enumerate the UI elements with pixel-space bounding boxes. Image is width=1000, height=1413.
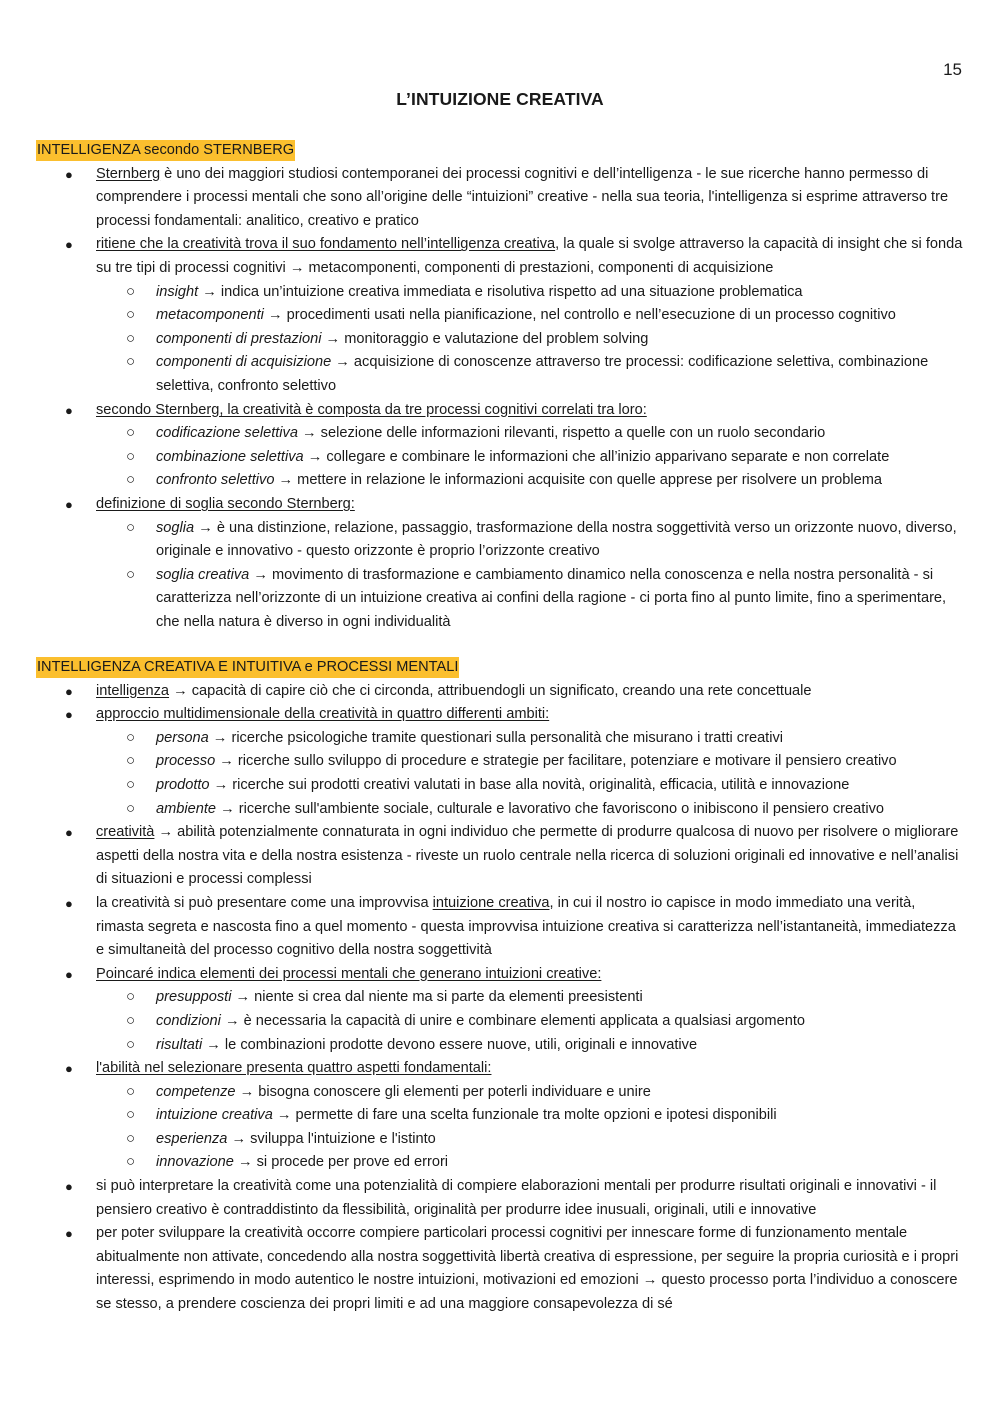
sub-item <box>36 750 966 774</box>
item-text: → abilità potenzialmente connaturata in ogni individuo che permette di produrre qualcosa di nuovo per risolvere o migliorare aspetti della nostra vita e della nostra esistenza - riveste un ruolo centrale nella ricerca di soluzioni originali ed innovative e nell’analisi di situazioni e processi complessi <box>96 824 959 888</box>
term: esperienza <box>156 1130 228 1147</box>
circle-bullet-icon: ○ <box>126 471 136 489</box>
definition: → movimento di trasformazione e cambiamento dinamico nella conoscenza e nella nostra personalità - si caratterizza nell’orizzonte di un intuizione creativa ai confini della ragione - ci porta fino al punto limite, fino a sperimentare, che nella natura è diverso in ogni individualità <box>156 566 947 630</box>
term: presupposti <box>156 989 232 1006</box>
sub-item <box>36 1104 966 1128</box>
definition: → permette di fare una scelta funzionale tra molte opzioni e ipotesi disponibili <box>272 1107 777 1124</box>
term: competenze <box>156 1083 236 1100</box>
item-text: è uno dei maggiori studiosi contemporanei dei processi cognitivi e dell’intelligenza - le sue ricerche hanno permesso di comprendere i processi mentali che sono all’origine delle “intuizioni” creative - nella sua teoria, l'intelligenza si esprime attraverso tre processi fondamentali: analitico, creativo e pratico <box>96 165 949 229</box>
circle-bullet-icon: ○ <box>126 775 136 793</box>
list-item <box>36 680 966 704</box>
list-item <box>36 399 966 423</box>
circle-bullet-icon: ○ <box>126 447 136 465</box>
underlined-text: creatività <box>96 824 155 841</box>
sub-item <box>36 1128 966 1152</box>
definition: → monitoraggio e valutazione del problem solving <box>321 330 649 347</box>
definition: → indica un’intuizione creativa immediata e risolutiva rispetto ad una situazione problematica <box>198 283 803 300</box>
section-sternberg <box>36 139 966 634</box>
list-item <box>36 163 966 234</box>
term: componenti di acquisizione <box>156 354 332 371</box>
sub-item <box>36 1081 966 1105</box>
bullet-icon: ● <box>65 895 73 911</box>
definition: → bisogna conoscere gli elementi per poterli individuare e unire <box>235 1083 651 1100</box>
circle-bullet-icon: ○ <box>126 752 136 770</box>
item-text: , la quale si svolge attraverso la capacità di insight che si fonda su tre tipi di processi cognitivi → metacomponenti, componenti di prestazioni, componenti di acquisizione <box>96 236 963 276</box>
bullet-icon: ● <box>65 166 73 182</box>
circle-bullet-icon: ○ <box>126 1106 136 1124</box>
underlined-text: intuizione creativa <box>432 894 550 911</box>
bullet-icon: ● <box>65 825 73 841</box>
underlined-text: Sternberg <box>96 165 161 182</box>
circle-bullet-icon: ○ <box>126 424 136 442</box>
bullet-icon: ● <box>65 1061 73 1077</box>
definition: → collegare e combinare le informazioni che all’inizio apparivano separate e non correlate <box>303 448 890 465</box>
sub-item <box>36 351 966 398</box>
bullet-icon: ● <box>65 966 73 982</box>
list-item <box>36 703 966 727</box>
item-text: , in cui il nostro io capisce in modo immediato una verità, rimasta segreta e nascosta fino a quel momento - questa improvvisa intuizione creativa si caratterizza nell’istantaneità, immediatezza e simultaneità del processo cognitivo della nostra soggettività <box>96 894 956 959</box>
sub-item <box>36 1010 966 1034</box>
circle-bullet-icon: ○ <box>126 1035 136 1053</box>
section-intelligenza-creativa <box>36 656 966 1317</box>
definition: → ricerche sullo sviluppo di procedure e strategie per facilitare, potenziare e motivare il pensiero creativo <box>215 753 897 770</box>
term: codificazione selettiva <box>156 425 298 442</box>
term: soglia creativa <box>156 566 250 583</box>
sub-item <box>36 422 966 446</box>
item-text: si può interpretare la creatività come una potenzialità di compiere elaborazioni mentali per produrre risultati originali e innovativi - il pensiero creativo è contraddistinto da flessibilità, originalità per produrre idee inusuali, originali, utili e innovative <box>96 1178 937 1218</box>
definition: → selezione delle informazioni rilevanti, rispetto a quelle con un ruolo secondario <box>297 425 826 442</box>
sub-item <box>36 1151 966 1175</box>
circle-bullet-icon: ○ <box>126 988 136 1006</box>
list-item <box>36 1175 966 1222</box>
underlined-text: intelligenza <box>96 682 170 699</box>
circle-bullet-icon: ○ <box>126 518 136 536</box>
sub-item <box>36 564 966 635</box>
term: ambiente <box>156 800 217 817</box>
sub-item <box>36 446 966 470</box>
circle-bullet-icon: ○ <box>126 565 136 583</box>
circle-bullet-icon: ○ <box>126 728 136 746</box>
bullet-icon: ● <box>65 683 73 699</box>
term: processo <box>156 753 216 770</box>
term: innovazione <box>156 1154 234 1171</box>
definition: → ricerche psicologiche tramite questionari sulla personalità che misurano i tratti creativi <box>208 729 784 746</box>
definition: → sviluppa l'intuizione e l'istinto <box>227 1130 436 1147</box>
term: combinazione selettiva <box>156 448 304 465</box>
section-heading: INTELLIGENZA CREATIVA E INTUITIVA e PROCESSI MENTALI <box>36 657 459 678</box>
circle-bullet-icon: ○ <box>126 799 136 817</box>
definition: → si procede per prove ed errori <box>233 1154 449 1171</box>
circle-bullet-icon: ○ <box>126 282 136 300</box>
item-text: la creatività si può presentare come una improvvisa <box>96 894 433 911</box>
circle-bullet-icon: ○ <box>126 329 136 347</box>
term: insight <box>156 283 199 300</box>
circle-bullet-icon: ○ <box>126 1082 136 1100</box>
term: intuizione creativa <box>156 1107 273 1124</box>
list-item <box>36 493 966 517</box>
sub-item <box>36 469 966 493</box>
definition: → acquisizione di conoscenze attraverso tre processi: codificazione selettiva, combinazione selettiva, confronto selettivo <box>156 354 929 394</box>
term: risultati <box>156 1036 203 1053</box>
underlined-text: definizione di soglia secondo Sternberg: <box>96 495 355 512</box>
sub-item <box>36 304 966 328</box>
sub-item <box>36 986 966 1010</box>
sub-item <box>36 727 966 751</box>
list-item <box>36 821 966 892</box>
sub-item <box>36 281 966 305</box>
list-item <box>36 1057 966 1081</box>
item-text: per poter sviluppare la creatività occorre compiere particolari processi cognitivi per innescare forme di funzionamento mentale abitualmente non attivate, concedendo alla nostra soggettività libertà creativa di espressione, per seguire la propria curiosità e i propri interessi, esprimendo in modo autentico le nostre intuizioni, motivazioni ed emozioni → questo processo porta l’individuo a conoscere se stesso, a prendere coscienza dei propri limiti e ad una maggiore consapevolezza di sé <box>96 1225 959 1313</box>
term: metacomponenti <box>156 307 264 324</box>
circle-bullet-icon: ○ <box>126 306 136 324</box>
circle-bullet-icon: ○ <box>126 353 136 371</box>
sub-item <box>36 517 966 564</box>
definition: → procedimenti usati nella pianificazione, nel controllo e nell’esecuzione di un processo cognitivo <box>263 307 896 324</box>
bullet-icon: ● <box>65 402 73 418</box>
term: persona <box>156 729 209 746</box>
item-text: → capacità di capire ciò che ci circonda, attribuendogli un significato, creando una rete concettuale <box>169 682 812 699</box>
page-title: L’INTUIZIONE CREATIVA <box>396 89 604 109</box>
bullet-icon: ● <box>65 237 73 253</box>
term: prodotto <box>156 776 210 793</box>
definition: → è una distinzione, relazione, passaggio, trasformazione della nostra soggettività verso un orizzonte nuovo, diverso, originale e innovativo - questo orizzonte è proprio l’orizzonte creativo <box>156 519 957 560</box>
sub-item <box>36 798 966 822</box>
underlined-text: secondo Sternberg, la creatività è composta da tre processi cognitivi correlati tra loro: <box>96 401 647 418</box>
bullet-icon: ● <box>65 1179 73 1195</box>
sub-item <box>36 328 966 352</box>
term: soglia <box>156 519 195 536</box>
definition: → ricerche sui prodotti creativi valutati in base alla novità, originalità, efficacia, utilità e innovazione <box>209 776 850 793</box>
definition: → mettere in relazione le informazioni acquisite con quelle apprese per risolvere un problema <box>274 472 883 489</box>
bullet-icon: ● <box>65 1226 73 1242</box>
list-item <box>36 1222 966 1316</box>
circle-bullet-icon: ○ <box>126 1011 136 1029</box>
term: condizioni <box>156 1012 221 1029</box>
underlined-text: ritiene che la creatività trova il suo fondamento nell’intelligenza creativa <box>96 236 556 253</box>
underlined-text: approccio multidimensionale della creatività in quattro differenti ambiti: <box>96 706 550 723</box>
underlined-text: l'abilità nel selezionare presenta quattro aspetti fondamentali: <box>96 1060 492 1077</box>
list-item <box>36 892 966 963</box>
section-heading: INTELLIGENZA secondo STERNBERG <box>36 140 295 161</box>
bullet-icon: ● <box>65 496 73 512</box>
definition: → le combinazioni prodotte devono essere nuove, utili, originali e innovative <box>202 1036 698 1053</box>
term: confronto selettivo <box>156 472 275 489</box>
list-item <box>36 233 966 280</box>
bullet-icon: ● <box>65 707 73 723</box>
sub-item <box>36 774 966 798</box>
circle-bullet-icon: ○ <box>126 1153 136 1171</box>
definition: → ricerche sull'ambiente sociale, culturale e lavorativo che favoriscono o inibiscono il pensiero creativo <box>216 800 884 817</box>
sub-item <box>36 1034 966 1058</box>
page-number: 15 <box>943 60 962 79</box>
definition: → è necessaria la capacità di unire e combinare elementi applicata a qualsiasi argomento <box>220 1012 805 1029</box>
circle-bullet-icon: ○ <box>126 1129 136 1147</box>
term: componenti di prestazioni <box>156 330 322 347</box>
list-item <box>36 963 966 987</box>
definition: → niente si crea dal niente ma si parte da elementi preesistenti <box>231 989 643 1006</box>
underlined-text: Poincaré indica elementi dei processi mentali che generano intuizioni creative: <box>96 965 602 982</box>
